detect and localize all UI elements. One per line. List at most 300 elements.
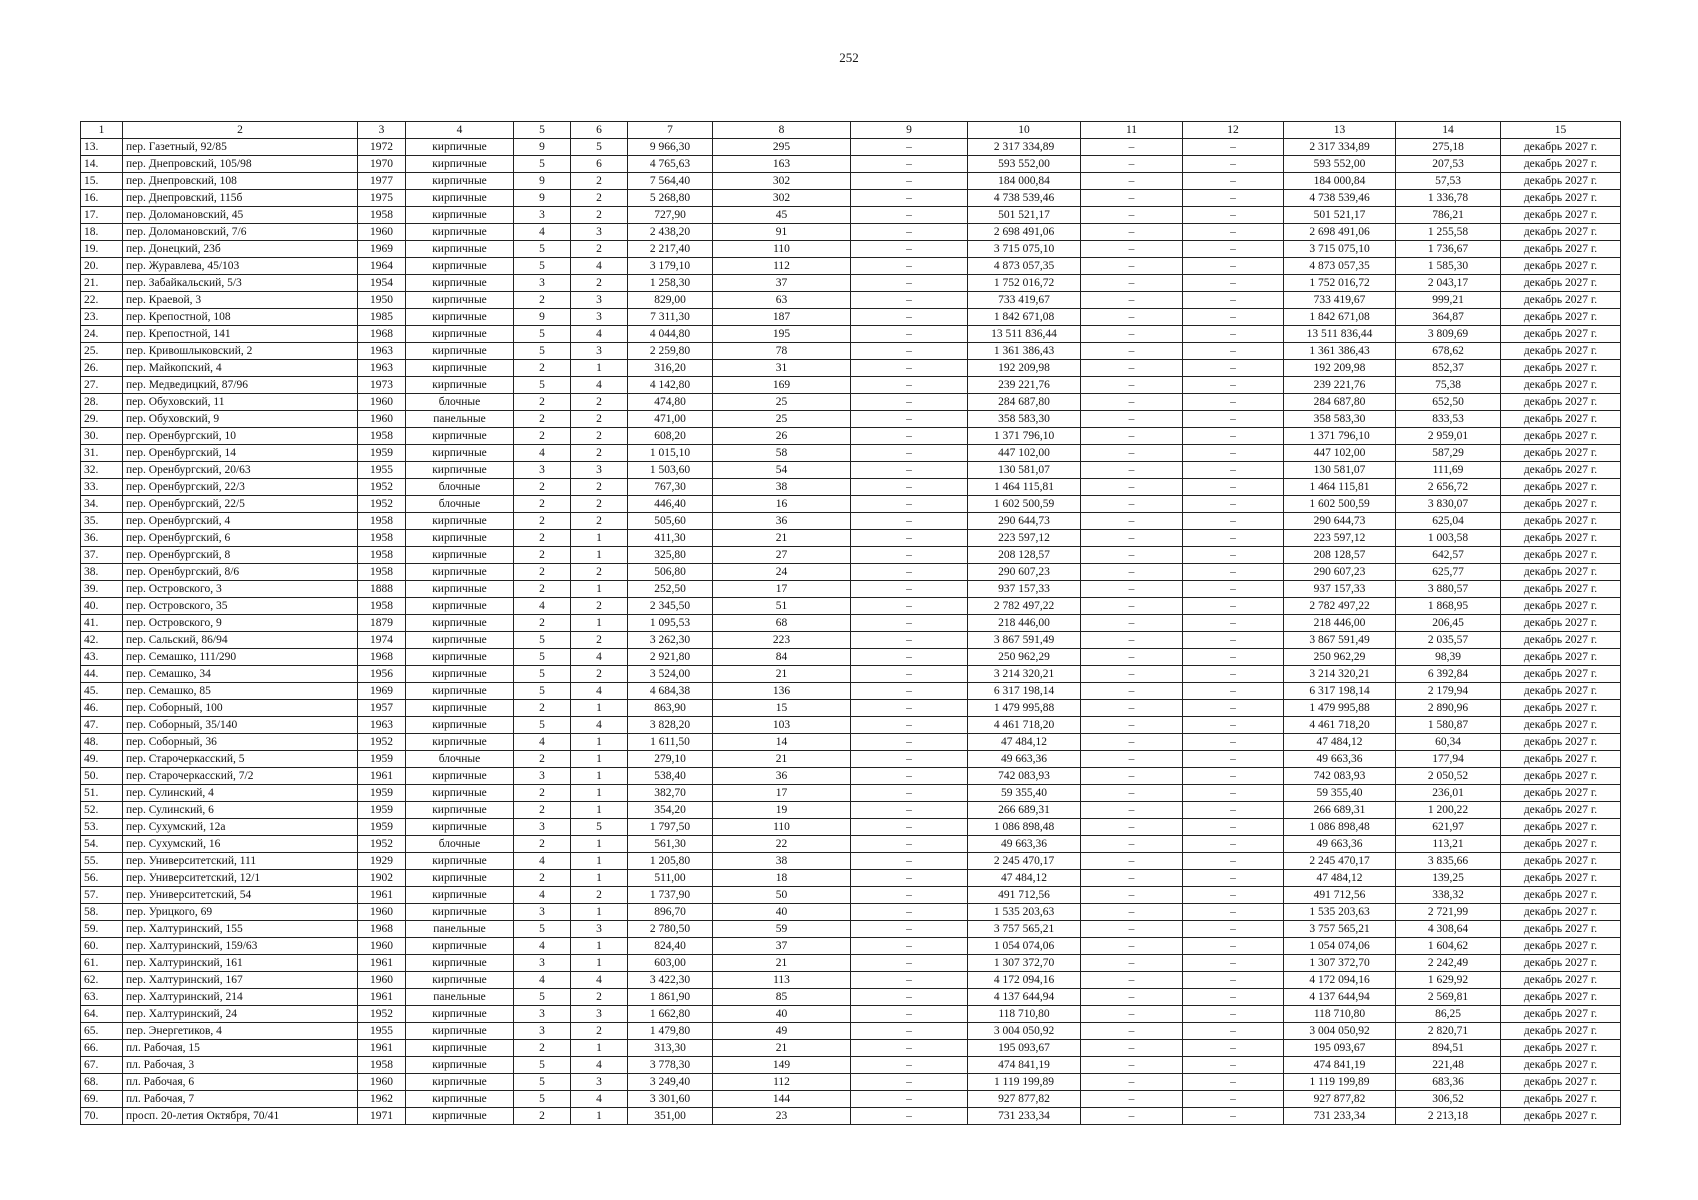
table-cell-col-7: 4 142,80 [628,377,713,394]
table-cell-col-5: 3 [514,462,571,479]
table-cell-col-4: кирпичные [406,428,514,445]
table-cell-col-14: 221,48 [1396,1057,1501,1074]
table-row [81,1074,1621,1091]
table-cell-col-10: 284 687,80 [968,394,1081,411]
column-header-14: 14 [1396,122,1501,139]
table-cell-col-14: 3 835,66 [1396,853,1501,870]
table-cell-col-10: 118 710,80 [968,1006,1081,1023]
table-cell-col-9: – [851,683,968,700]
table-cell-col-4: кирпичные [406,360,514,377]
table-cell-col-7: 7 564,40 [628,173,713,190]
table-cell-col-5: 2 [514,394,571,411]
table-cell-col-11: – [1081,853,1183,870]
table-cell-col-5: 2 [514,360,571,377]
table-cell-col-4: кирпичные [406,190,514,207]
table-cell-col-3: 1952 [358,496,406,513]
table-cell-col-15: декабрь 2027 г. [1501,258,1621,275]
table-cell-col-14: 652,50 [1396,394,1501,411]
table-row [81,496,1621,513]
table-cell-col-3: 1958 [358,207,406,224]
table-cell-col-15: декабрь 2027 г. [1501,1091,1621,1108]
table-cell-col-7: 863,90 [628,700,713,717]
table-cell-col-11: – [1081,819,1183,836]
table-cell-col-14: 2 890,96 [1396,700,1501,717]
table-cell-col-10: 6 317 198,14 [968,683,1081,700]
table-cell-col-8: 27 [713,547,851,564]
table-cell-col-10: 59 355,40 [968,785,1081,802]
table-cell-col-4: кирпичные [406,377,514,394]
table-cell-col-5: 2 [514,581,571,598]
table-cell-col-7: 351,00 [628,1108,713,1125]
table-cell-col-3: 1963 [358,343,406,360]
table-cell-col-5: 2 [514,547,571,564]
table-cell-col-10: 290 644,73 [968,513,1081,530]
table-cell-col-7: 767,30 [628,479,713,496]
table-cell-col-14: 338,32 [1396,887,1501,904]
table-cell-col-13: 1 602 500,59 [1284,496,1396,513]
table-cell-col-7: 829,00 [628,292,713,309]
table-cell-col-10: 47 484,12 [968,734,1081,751]
table-cell-col-12: – [1183,275,1284,292]
table-cell-col-5: 4 [514,887,571,904]
table-cell-col-14: 642,57 [1396,547,1501,564]
table-cell-col-9: – [851,496,968,513]
table-cell-col-15: декабрь 2027 г. [1501,547,1621,564]
table-cell-col-7: 3 301,60 [628,1091,713,1108]
table-cell-col-3: 1961 [358,955,406,972]
table-cell-col-13: 1 752 016,72 [1284,275,1396,292]
table-cell-col-6: 3 [571,224,628,241]
table-cell-col-8: 85 [713,989,851,1006]
table-cell-col-12: – [1183,530,1284,547]
table-cell-col-11: – [1081,139,1183,156]
table-cell-col-12: – [1183,513,1284,530]
table-cell-col-10: 742 083,93 [968,768,1081,785]
table-cell-col-13: 733 419,67 [1284,292,1396,309]
table-cell-col-11: – [1081,717,1183,734]
table-cell-col-15: декабрь 2027 г. [1501,241,1621,258]
table-cell-col-7: 608,20 [628,428,713,445]
table-cell-col-5: 4 [514,598,571,615]
table-cell-col-1: 35. [81,513,123,530]
table-cell-col-5: 5 [514,1091,571,1108]
table-cell-col-2: пер. Энергетиков, 4 [123,1023,358,1040]
table-cell-col-15: декабрь 2027 г. [1501,904,1621,921]
table-cell-col-9: – [851,785,968,802]
table-cell-col-1: 23. [81,309,123,326]
table-row [81,615,1621,632]
table-row [81,428,1621,445]
table-cell-col-6: 3 [571,292,628,309]
table-cell-col-13: 218 446,00 [1284,615,1396,632]
table-cell-col-2: пер. Оренбургский, 20/63 [123,462,358,479]
table-cell-col-8: 91 [713,224,851,241]
table-cell-col-11: – [1081,1006,1183,1023]
table-cell-col-5: 2 [514,1108,571,1125]
table-cell-col-1: 48. [81,734,123,751]
table-cell-col-7: 325,80 [628,547,713,564]
page-number: 252 [839,50,859,65]
table-cell-col-7: 471,00 [628,411,713,428]
table-cell-col-3: 1964 [358,258,406,275]
table-cell-col-8: 16 [713,496,851,513]
table-cell-col-15: декабрь 2027 г. [1501,700,1621,717]
table-cell-col-10: 130 581,07 [968,462,1081,479]
table-cell-col-10: 49 663,36 [968,836,1081,853]
table-cell-col-8: 23 [713,1108,851,1125]
table-cell-col-2: пер. Островского, 9 [123,615,358,632]
table-cell-col-3: 1959 [358,445,406,462]
table-cell-col-6: 2 [571,394,628,411]
table-cell-col-15: декабрь 2027 г. [1501,1023,1621,1040]
table-cell-col-5: 4 [514,445,571,462]
table-cell-col-4: кирпичные [406,564,514,581]
table-cell-col-1: 19. [81,241,123,258]
table-cell-col-5: 5 [514,632,571,649]
table-cell-col-5: 5 [514,1074,571,1091]
table-cell-col-4: панельные [406,921,514,938]
table-row [81,1040,1621,1057]
table-cell-col-11: – [1081,955,1183,972]
table-cell-col-6: 2 [571,411,628,428]
table-cell-col-7: 4 044,80 [628,326,713,343]
table-row [81,326,1621,343]
table-cell-col-6: 2 [571,598,628,615]
table-cell-col-13: 1 307 372,70 [1284,955,1396,972]
table-cell-col-13: 474 841,19 [1284,1057,1396,1074]
table-cell-col-10: 49 663,36 [968,751,1081,768]
table-cell-col-15: декабрь 2027 г. [1501,717,1621,734]
table-cell-col-9: – [851,819,968,836]
table-cell-col-5: 2 [514,428,571,445]
table-cell-col-7: 4 684,38 [628,683,713,700]
table-cell-col-13: 1 535 203,63 [1284,904,1396,921]
table-cell-col-9: – [851,751,968,768]
table-cell-col-8: 110 [713,819,851,836]
table-cell-col-1: 38. [81,564,123,581]
table-row [81,955,1621,972]
table-cell-col-15: декабрь 2027 г. [1501,139,1621,156]
table-cell-col-11: – [1081,377,1183,394]
table-cell-col-6: 3 [571,309,628,326]
table-cell-col-1: 28. [81,394,123,411]
table-cell-col-4: блочные [406,751,514,768]
table-cell-col-14: 2 959,01 [1396,428,1501,445]
table-cell-col-4: кирпичные [406,717,514,734]
table-cell-col-15: декабрь 2027 г. [1501,632,1621,649]
table-cell-col-13: 447 102,00 [1284,445,1396,462]
table-cell-col-1: 52. [81,802,123,819]
table-row [81,581,1621,598]
table-cell-col-6: 1 [571,938,628,955]
table-cell-col-8: 58 [713,445,851,462]
table-row [81,683,1621,700]
table-row [81,734,1621,751]
table-cell-col-2: пер. Обуховский, 9 [123,411,358,428]
table-cell-col-8: 136 [713,683,851,700]
table-cell-col-13: 6 317 198,14 [1284,683,1396,700]
table-cell-col-12: – [1183,377,1284,394]
table-row [81,479,1621,496]
table-row [81,156,1621,173]
table-cell-col-6: 2 [571,989,628,1006]
table-cell-col-13: 3 715 075,10 [1284,241,1396,258]
table-cell-col-14: 1 255,58 [1396,224,1501,241]
table-cell-col-10: 1 535 203,63 [968,904,1081,921]
table-row [81,241,1621,258]
table-cell-col-10: 239 221,76 [968,377,1081,394]
table-cell-col-4: кирпичные [406,615,514,632]
table-cell-col-15: декабрь 2027 г. [1501,496,1621,513]
table-cell-col-2: пер. Семашко, 85 [123,683,358,700]
table-cell-col-14: 6 392,84 [1396,666,1501,683]
table-cell-col-3: 1958 [358,1057,406,1074]
table-cell-col-6: 3 [571,1074,628,1091]
table-cell-col-7: 1 095,53 [628,615,713,632]
table-cell-col-5: 3 [514,819,571,836]
table-cell-col-6: 1 [571,700,628,717]
table-cell-col-15: декабрь 2027 г. [1501,683,1621,700]
table-cell-col-12: – [1183,190,1284,207]
table-cell-col-11: – [1081,190,1183,207]
table-cell-col-14: 2 242,49 [1396,955,1501,972]
table-cell-col-13: 1 842 671,08 [1284,309,1396,326]
table-cell-col-3: 1888 [358,581,406,598]
table-cell-col-5: 5 [514,649,571,666]
table-row [81,802,1621,819]
table-cell-col-14: 3 880,57 [1396,581,1501,598]
table-row [81,1023,1621,1040]
table-cell-col-9: – [851,717,968,734]
table-cell-col-3: 1960 [358,904,406,921]
table-cell-col-12: – [1183,496,1284,513]
table-cell-col-1: 40. [81,598,123,615]
table-cell-col-5: 2 [514,564,571,581]
table-cell-col-1: 26. [81,360,123,377]
table-cell-col-13: 4 172 094,16 [1284,972,1396,989]
table-cell-col-4: кирпичные [406,326,514,343]
table-row [81,819,1621,836]
table-cell-col-13: 593 552,00 [1284,156,1396,173]
table-cell-col-9: – [851,173,968,190]
column-header-6: 6 [571,122,628,139]
table-cell-col-15: декабрь 2027 г. [1501,156,1621,173]
table-cell-col-8: 38 [713,853,851,870]
table-cell-col-3: 1961 [358,989,406,1006]
table-row [81,377,1621,394]
table-cell-col-5: 4 [514,734,571,751]
table-cell-col-8: 21 [713,666,851,683]
table-cell-col-11: – [1081,700,1183,717]
table-cell-col-15: декабрь 2027 г. [1501,309,1621,326]
table-cell-col-1: 43. [81,649,123,666]
table-cell-col-9: – [851,377,968,394]
table-cell-col-5: 9 [514,173,571,190]
table-cell-col-2: пер. Оренбургский, 4 [123,513,358,530]
table-cell-col-12: – [1183,989,1284,1006]
table-cell-col-11: – [1081,1023,1183,1040]
table-cell-col-15: декабрь 2027 г. [1501,530,1621,547]
table-cell-col-7: 2 345,50 [628,598,713,615]
table-cell-col-15: декабрь 2027 г. [1501,887,1621,904]
table-cell-col-13: 2 698 491,06 [1284,224,1396,241]
table-cell-col-15: декабрь 2027 г. [1501,275,1621,292]
table-row [81,445,1621,462]
table-cell-col-1: 22. [81,292,123,309]
table-cell-col-14: 306,52 [1396,1091,1501,1108]
table-cell-col-2: пер. Оренбургский, 14 [123,445,358,462]
table-cell-col-1: 13. [81,139,123,156]
table-cell-col-10: 195 093,67 [968,1040,1081,1057]
column-header-12: 12 [1183,122,1284,139]
table-cell-col-7: 313,30 [628,1040,713,1057]
table-cell-col-1: 21. [81,275,123,292]
table-cell-col-3: 1960 [358,1074,406,1091]
table-cell-col-11: – [1081,411,1183,428]
table-cell-col-1: 20. [81,258,123,275]
table-cell-col-12: – [1183,853,1284,870]
table-cell-col-10: 1 464 115,81 [968,479,1081,496]
table-cell-col-11: – [1081,309,1183,326]
table-row [81,1108,1621,1125]
table-row [81,921,1621,938]
table-cell-col-7: 1 479,80 [628,1023,713,1040]
table-cell-col-1: 57. [81,887,123,904]
table-cell-col-2: пер. Кривошлыковский, 2 [123,343,358,360]
table-cell-col-1: 62. [81,972,123,989]
table-cell-col-10: 184 000,84 [968,173,1081,190]
table-cell-col-9: – [851,394,968,411]
table-cell-col-8: 112 [713,258,851,275]
table-cell-col-13: 2 245 470,17 [1284,853,1396,870]
table-cell-col-14: 3 830,07 [1396,496,1501,513]
table-cell-col-3: 1961 [358,768,406,785]
table-cell-col-8: 25 [713,411,851,428]
table-cell-col-8: 302 [713,173,851,190]
table-row [81,785,1621,802]
table-cell-col-9: – [851,428,968,445]
table-cell-col-15: декабрь 2027 г. [1501,989,1621,1006]
table-cell-col-3: 1954 [358,275,406,292]
table-cell-col-13: 4 461 718,20 [1284,717,1396,734]
table-cell-col-14: 683,36 [1396,1074,1501,1091]
table-cell-col-6: 1 [571,581,628,598]
table-cell-col-9: – [851,1057,968,1074]
table-cell-col-9: – [851,700,968,717]
table-cell-col-10: 192 209,98 [968,360,1081,377]
table-cell-col-12: – [1183,156,1284,173]
table-cell-col-4: кирпичные [406,1006,514,1023]
table-cell-col-2: пер. Оренбургский, 8/6 [123,564,358,581]
table-cell-col-12: – [1183,1006,1284,1023]
table-cell-col-15: декабрь 2027 г. [1501,615,1621,632]
table-cell-col-7: 603,00 [628,955,713,972]
table-cell-col-14: 1 604,62 [1396,938,1501,955]
table-cell-col-15: декабрь 2027 г. [1501,1108,1621,1125]
table-row [81,853,1621,870]
table-cell-col-9: – [851,989,968,1006]
table-cell-col-12: – [1183,921,1284,938]
table-cell-col-11: – [1081,173,1183,190]
table-cell-col-2: пер. Университетский, 111 [123,853,358,870]
housing-register-table [80,121,1621,1125]
table-cell-col-9: – [851,156,968,173]
table-row [81,173,1621,190]
table-cell-col-7: 7 311,30 [628,309,713,326]
table-row [81,666,1621,683]
column-header-4: 4 [406,122,514,139]
table-cell-col-6: 4 [571,649,628,666]
table-cell-col-13: 358 583,30 [1284,411,1396,428]
table-cell-col-7: 824,40 [628,938,713,955]
table-cell-col-7: 1 503,60 [628,462,713,479]
table-cell-col-9: – [851,921,968,938]
table-cell-col-5: 3 [514,955,571,972]
table-cell-col-10: 1 842 671,08 [968,309,1081,326]
table-cell-col-5: 3 [514,768,571,785]
table-cell-col-8: 19 [713,802,851,819]
table-cell-col-5: 2 [514,530,571,547]
table-cell-col-11: – [1081,258,1183,275]
table-cell-col-3: 1955 [358,1023,406,1040]
table-cell-col-15: декабрь 2027 г. [1501,1040,1621,1057]
table-cell-col-6: 4 [571,258,628,275]
table-cell-col-11: – [1081,292,1183,309]
table-cell-col-3: 1952 [358,1006,406,1023]
table-cell-col-13: 13 511 836,44 [1284,326,1396,343]
table-cell-col-1: 30. [81,428,123,445]
table-cell-col-8: 40 [713,1006,851,1023]
table-cell-col-4: кирпичные [406,819,514,836]
table-cell-col-8: 17 [713,785,851,802]
table-cell-col-12: – [1183,632,1284,649]
table-row [81,1091,1621,1108]
table-cell-col-10: 501 521,17 [968,207,1081,224]
table-cell-col-10: 1 371 796,10 [968,428,1081,445]
table-cell-col-6: 1 [571,785,628,802]
table-cell-col-6: 2 [571,445,628,462]
table-cell-col-4: кирпичные [406,955,514,972]
table-cell-col-14: 1 868,95 [1396,598,1501,615]
table-cell-col-12: – [1183,1057,1284,1074]
table-cell-col-14: 139,25 [1396,870,1501,887]
column-header-11: 11 [1081,122,1183,139]
table-cell-col-2: пер. Соборный, 36 [123,734,358,751]
table-cell-col-12: – [1183,649,1284,666]
table-cell-col-12: – [1183,394,1284,411]
table-cell-col-11: – [1081,751,1183,768]
table-cell-col-2: пер. Сальский, 86/94 [123,632,358,649]
table-cell-col-12: – [1183,802,1284,819]
table-cell-col-14: 86,25 [1396,1006,1501,1023]
table-cell-col-14: 60,34 [1396,734,1501,751]
table-cell-col-5: 2 [514,496,571,513]
table-cell-col-8: 36 [713,513,851,530]
table-cell-col-9: – [851,462,968,479]
table-cell-col-12: – [1183,224,1284,241]
table-cell-col-6: 3 [571,462,628,479]
table-cell-col-4: кирпичные [406,853,514,870]
table-cell-col-10: 358 583,30 [968,411,1081,428]
table-cell-col-1: 45. [81,683,123,700]
table-cell-col-4: кирпичные [406,1091,514,1108]
column-header-7: 7 [628,122,713,139]
table-cell-col-2: пер. Журавлева, 45/103 [123,258,358,275]
table-cell-col-1: 25. [81,343,123,360]
table-cell-col-10: 4 172 094,16 [968,972,1081,989]
table-cell-col-12: – [1183,836,1284,853]
table-cell-col-9: – [851,1108,968,1125]
